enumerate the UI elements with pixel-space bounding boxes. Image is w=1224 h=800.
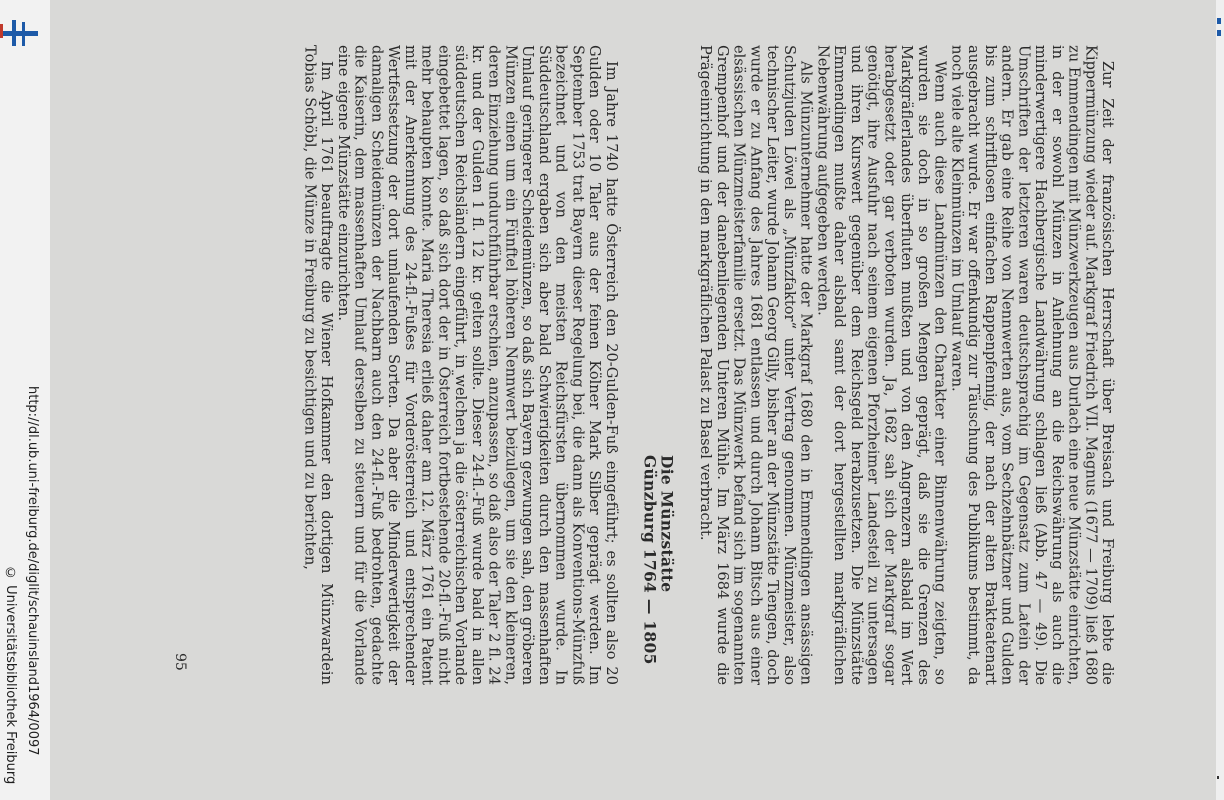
edge-marker [1217,18,1221,24]
right-margin [1216,0,1224,800]
paragraph: Zur Zeit der französischen Herrschaft über Breisach und Freiburg lebte die Kippermünzung wieder auf. Markgraf Friedrich VII. Magnus (1677 — 1709) ließ 1680 zu Emmendingen mit Münzwerkzeugen aus Durlach eine neue Münzstätte einrichten, in der er sowohl Münzen in Anlehnung an die Reichswährung als auch die minderwertigere Hachbergische Landwährung schlagen ließ (Abb. 47 — 49). Die Umschriften der letzteren waren deutschsprachig im Gegensatz zum Latein der andern. Er gab eine Reihe von Nennwerten aus, vom Sechzehnbätzner und Gulden bis zum schriftlosen einfachen Rappenpfennig, der nach der alten Brakteatenart ausgebracht wurde. Er war offenkundig zur Täuschung des Publikums bestimmt, da noch viele alte Kleinmünzen im Umlauf waren. [948,45,1116,685]
section-heading: Die Münzstätte Günzburg 1764 — 1805 [640,455,677,665]
paragraph: Als Münzunternehmer hatte der Markgraf 1680 den in Emmendingen ansässigen Schutzjuden Löwel als „Münzfaktor“ unter Vertrag genommen. Münzmeister, also technischer Leiter, wurde Johann Georg Gilly, bisher an der Münzstätte Tiengen, doch wurde er zu Anfang des Jahres 1681 entlassen und durch Johann Bitsch aus einer elsässischen Münzmeisterfamilie ersetzt. Das Münzwerk befand sich im sogenannten Grempenhof und der danebenliegenden Unteren Mühle. Im März 1684 wurde die Prägeeinrichtung in den markgräflichen Palast zu Basel verbracht. [697,45,815,685]
page-number: 95 [172,653,188,671]
paragraph: Wenn auch diese Landmünzen den Charakter einer Binnenwährung zeigten, so wurden sie doch in so großen Mengen geprägt, daß sie die Grenzen des Markgräflerlandes überfluten mußten und von den Angrenzern alsbald im Wert herabgesetzt oder gar verboten wurden. Ja, 1682 sah sich der Markgraf sogar genötigt, ihre Ausfuhr nach seinem eigenen Pforzheimer Landesteil zu untersagen und ihren Kurswert gegenüber dem Reichsgeld herabzusetzen. Die Münzstätte Emmendingen mußte daher alsbald samt der dort hergestellten markgräflichen Nebenwährung aufgegeben werden. [814,45,949,685]
edge-marker [1217,776,1219,779]
page-text [175,45,1115,685]
watermark-url[interactable]: http://dl.ub.uni-freiburg.de/diglit/schauinsland1964/0097 [25,386,40,756]
edge-marker [1217,30,1221,36]
library-logo-icon [0,12,40,52]
paragraph: Im April 1761 beauftragte die Wiener Hofkammer den dortigen Münzwardein Tobias Schöbl, die Münze in Freiburg zu besichtigen und zu berichten, [301,45,335,685]
paragraph: Im Jahre 1740 hatte Österreich den 20-Gulden-Fuß eingeführt; es sollten also 20 Gulden oder 10 Taler aus der feinen Kölner Mark Silber geprägt werden. Im September 1753 trat Bayern dieser Regelung bei, die dann als Konventions-Münzfuß bezeichnet und von den meisten Reichsfürsten übernommen wurde. In Süddeutschland ergaben sich aber bald Schwierigkeiten durch den massenhaften Umlauf geringerer Scheidemünzen, so daß sich Bayern gezwungen sah, den gröberen Münzen einen um ein Fünftel höheren Nennwert beizulegen, um sie den kleineren, deren Einziehung undurchführbar erschien, anzupassen, so daß also der Taler 2 fl. 24 kr. und der Gulden 1 fl. 12 kr. gelten sollte. Dieser 24-fl.-Fuß wurde bald in allen süddeutschen Reichsländern eingeführt, in welchen ja die österreichischen Vorlande eingebettet lagen, so daß sich dort der in Österreich fortbestehende 20-fl.-Fuß nicht mehr behaupten konnte. Maria Theresia erließ daher am 12. März 1761 ein Patent mit der Anerkennung des 24-fl.-Fußes für Vorderösterreich und entsprechender Wertfestsetzung der dort umlaufenden Sorten. Da aber die Minderwertigkeit der damaligen Scheidemünzen der Nachbarn auch den 24-fl.-Fuß bedrohten, gedachte die Kaiserin, dem massenhaften Umlauf derselben zu steuern und für die Vorlande eine eigene Münzstätte einzurichten. [334,45,620,685]
watermark-copyright: © Universitätsbibliothek Freiburg [3,566,18,785]
